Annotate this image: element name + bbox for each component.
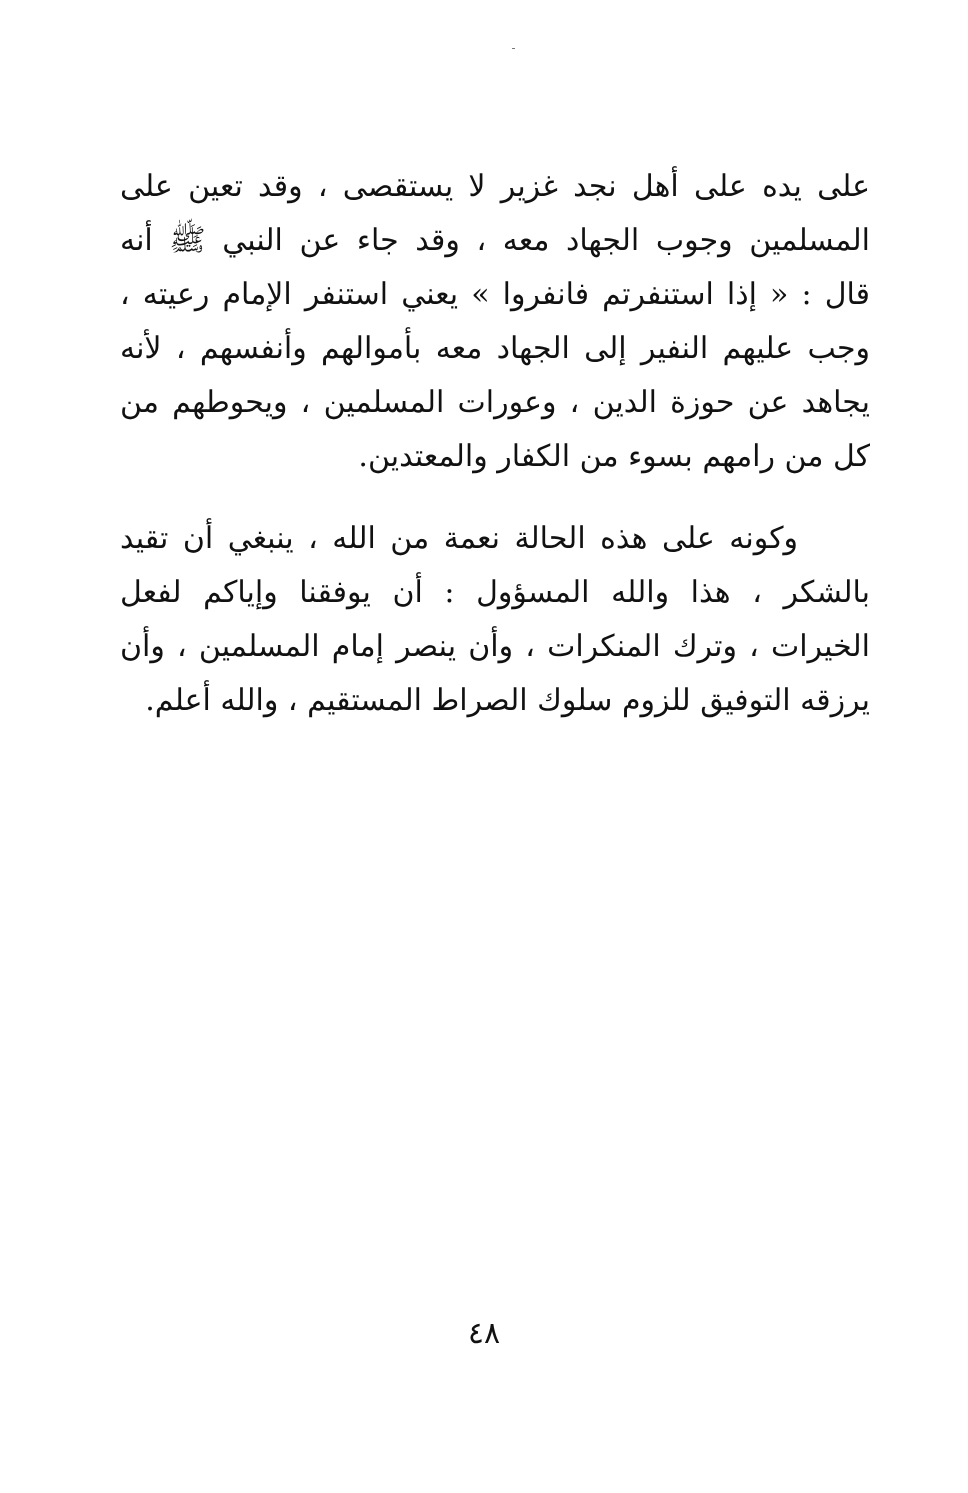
paragraph-1 [120, 160, 870, 484]
text-line: وجب عليهم النفير إلى الجهاد معه بأموالهم وأنفسهم ، لأنه [120, 331, 870, 366]
text-line: الخيرات ، وترك المنكرات ، وأن ينصر إمام المسلمين ، وأن [120, 629, 870, 664]
page-number: ٤٨ [467, 1316, 501, 1351]
text-line: كل من رامهم بسوء من الكفار والمعتدين. [358, 439, 870, 474]
text-line: قال : « إذا استنفرتم فانفروا » يعني استنفر الإمام رعيته ، [120, 277, 870, 312]
paragraph-2 [120, 512, 870, 728]
text-line: يجاهد عن حوزة الدين ، وعورات المسلمين ، ويحوطهم من [120, 385, 870, 420]
text-line: يرزقه التوفيق للزوم سلوك الصراط المستقيم ، والله أعلم. [145, 683, 870, 718]
scan-speck [512, 48, 515, 49]
body-text [120, 160, 870, 728]
text-line: وكونه على هذه الحالة نعمة من الله ، ينبغي أن تقيد [120, 521, 798, 556]
text-line: على يده على أهل نجد غزير لا يستقصى ، وقد تعين على [120, 169, 870, 204]
text-line: المسلمين وجوب الجهاد معه ، وقد جاء عن النبي ﷺ أنه [120, 223, 870, 258]
text-line: بالشكر ، هذا والله المسؤول : أن يوفقنا وإياكم لفعل [120, 575, 870, 610]
paragraph-gap [120, 484, 870, 512]
